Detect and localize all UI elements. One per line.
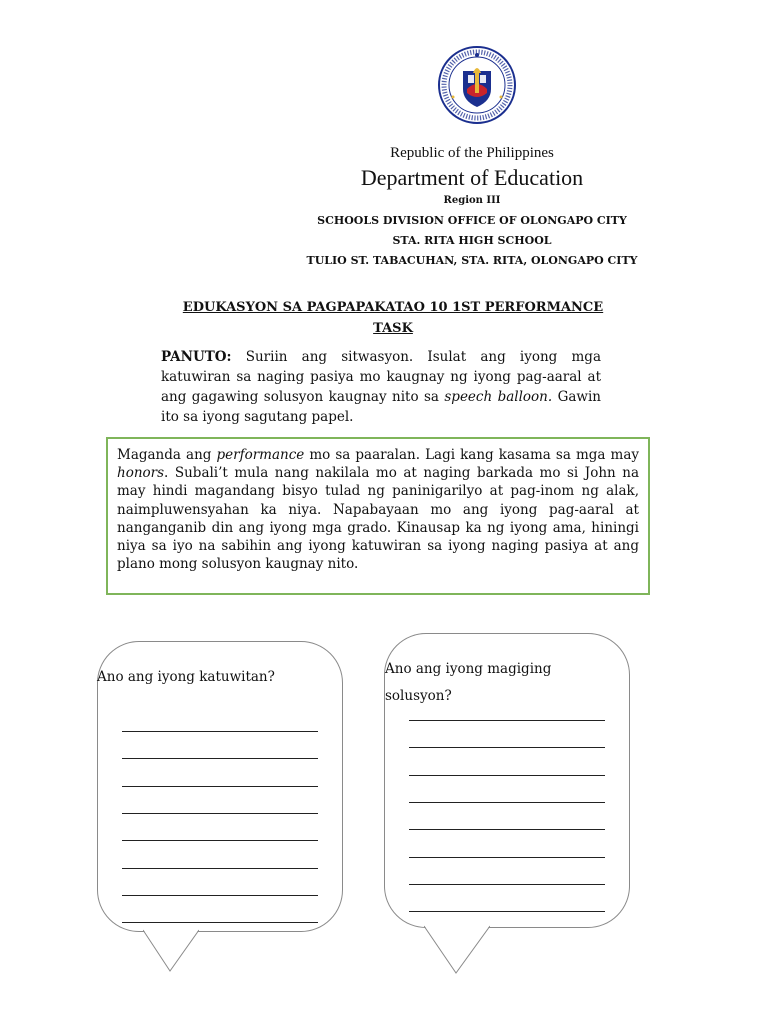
deped-seal-icon xyxy=(437,45,517,125)
republic-text: Republic of the Philippines xyxy=(390,145,554,161)
right-balloon-question xyxy=(385,656,620,710)
scenario-box xyxy=(106,437,650,595)
scenario-text-c: . Subali’t mula nang nakilala mo at naging barkada mo si John na may hindi magandang bisyo tulad ng paninigarilyo at pag-inom ng alak, naimpluwensyahan ka niya. Napabayaan mo ang iyong pag-aaral at nanganganib din ang iyong mga grado. Kinausap ka ng iyong ama, hiningi niya sa iyo na sabihin ang iyong katuwiran sa iyong naging pasiya at ang plano mong solusyon kaugnay nito. xyxy=(117,465,639,573)
answer-line xyxy=(122,813,318,814)
scenario-italic-b: honors xyxy=(117,465,165,482)
scenario-italic-a: performance xyxy=(216,447,305,463)
directions-italic: speech balloon. xyxy=(444,389,553,405)
scenario-text-a: Maganda ang xyxy=(117,447,217,463)
answer-line xyxy=(409,720,605,721)
directions-text-b: Gawin ito sa iyong sagutang papel. xyxy=(161,389,601,425)
school-name: STA. RITA HIGH SCHOOL xyxy=(392,234,552,247)
answer-line xyxy=(409,775,605,776)
region-text: Region III xyxy=(443,195,501,206)
answer-line xyxy=(409,857,605,858)
task-title-line1: EDUKASYON SA PAGPAPAKATAO 10 1ST PERFORMANCE xyxy=(182,300,604,315)
answer-line xyxy=(409,911,605,912)
right-question-line1: Ano ang iyong magiging xyxy=(385,661,552,677)
answer-line xyxy=(122,868,318,869)
task-title-line2: TASK xyxy=(373,321,413,336)
directions-label: PANUTO: xyxy=(161,349,232,365)
right-question-line2: solusyon? xyxy=(385,688,452,704)
answer-line xyxy=(122,922,318,923)
answer-line xyxy=(122,758,318,759)
answer-line xyxy=(122,895,318,896)
left-balloon-question: Ano ang iyong katuwitan? xyxy=(97,669,275,685)
directions-text-a: Suriin ang sitwasyon. Isulat ang iyong mga katuwiran sa naging pasiya mo kaugnay ng iyong pag-aaral at ang gagawing solusyon kaugnay nito sa xyxy=(161,349,601,405)
division-text: SCHOOLS DIVISION OFFICE OF OLONGAPO CITY xyxy=(317,214,627,227)
scenario-text-b: mo sa paaralan. Lagi kang kasama sa mga may xyxy=(304,447,639,463)
answer-line xyxy=(409,747,605,748)
balloon-tail-left xyxy=(143,929,199,973)
answer-line xyxy=(409,802,605,803)
department-title: Department of Education xyxy=(360,165,584,190)
answer-line xyxy=(122,731,318,732)
answer-line xyxy=(122,786,318,787)
school-address: TULIO ST. TABACUHAN, STA. RITA, OLONGAPO CITY xyxy=(306,254,638,267)
directions-paragraph xyxy=(161,347,601,427)
answer-line xyxy=(409,829,605,830)
balloon-tail-right xyxy=(424,925,490,975)
answer-line xyxy=(409,884,605,885)
task-title xyxy=(160,297,626,339)
answer-line xyxy=(122,840,318,841)
